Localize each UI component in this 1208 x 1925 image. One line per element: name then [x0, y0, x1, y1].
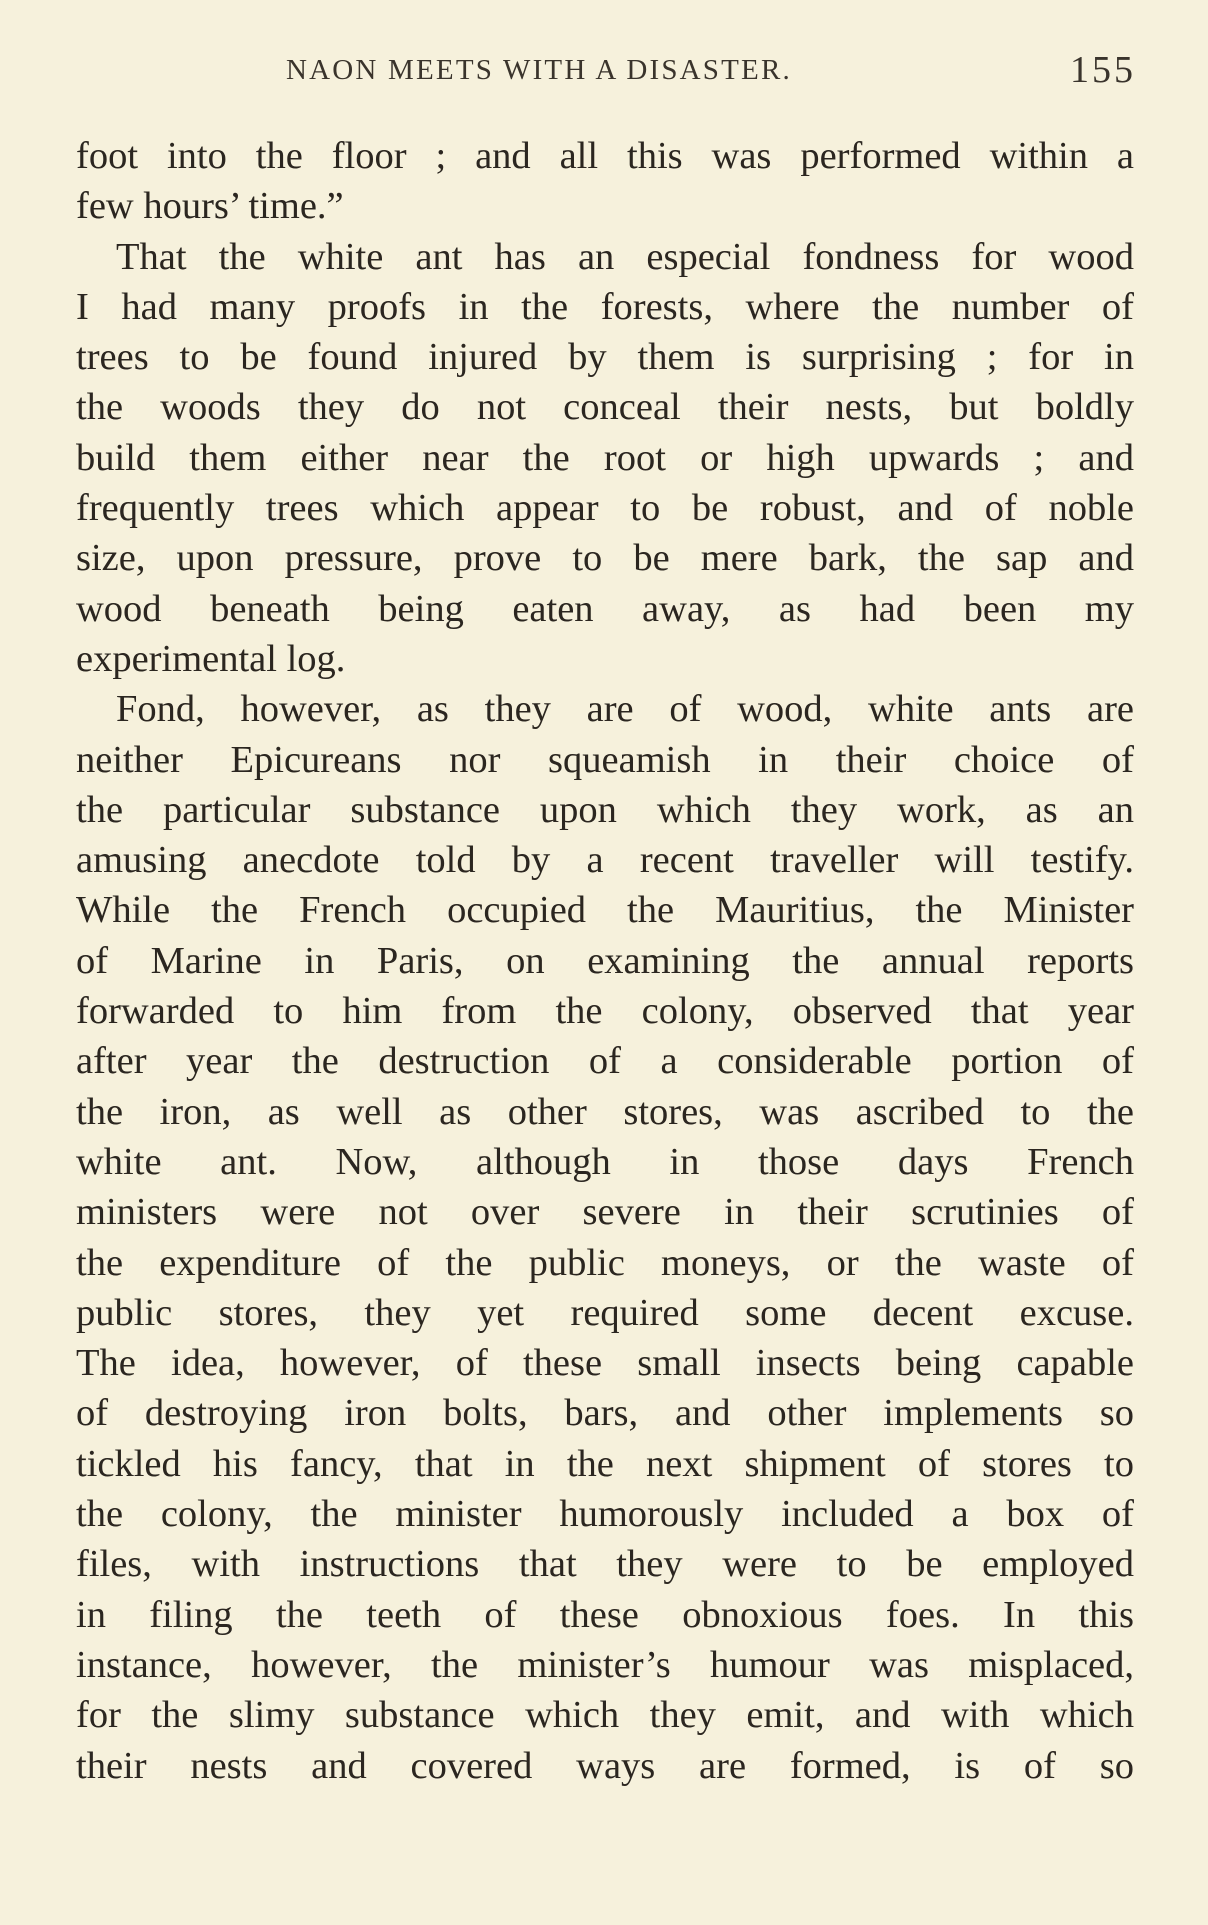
- text-line: size, upon pressure, prove to be mere bark, the sap and: [76, 537, 1134, 580]
- text-line: the woods they do not conceal their nests, but boldly: [76, 386, 1134, 429]
- body-text: [76, 131, 1134, 1791]
- text-line: experimental log.: [76, 637, 346, 680]
- text-line: amusing anecdote told by a recent traveller will testify.: [76, 839, 1134, 882]
- text-line: forwarded to him from the colony, observed that year: [76, 990, 1134, 1033]
- text-line: build them either near the root or high upwards ; and: [76, 436, 1134, 479]
- text-line: after year the destruction of a considerable portion of: [76, 1040, 1134, 1083]
- text-line: the iron, as well as other stores, was ascribed to the: [76, 1090, 1134, 1133]
- text-line: public stores, they yet required some decent excuse.: [76, 1291, 1134, 1334]
- text-line: I had many proofs in the forests, where the number of: [76, 285, 1134, 328]
- page-number: 155: [1070, 49, 1136, 91]
- text-line: tickled his fancy, that in the next shipment of stores to: [76, 1442, 1134, 1485]
- running-head: [76, 48, 1136, 98]
- chapter-title: NAON MEETS WITH A DISASTER.: [286, 54, 792, 86]
- text-line: frequently trees which appear to be robust, and of noble: [76, 487, 1134, 530]
- text-line: the colony, the minister humorously included a box of: [76, 1493, 1134, 1536]
- text-line: neither Epicureans nor squeamish in their choice of: [76, 738, 1134, 781]
- text-line: white ant. Now, although in those days French: [76, 1140, 1134, 1183]
- text-line: The idea, however, of these small insects being capable: [76, 1342, 1134, 1385]
- text-line: in filing the teeth of these obnoxious foes. In this: [76, 1593, 1134, 1636]
- text-line: few hours’ time.”: [76, 185, 344, 228]
- text-line: files, with instructions that they were to be employed: [76, 1543, 1134, 1586]
- text-line: for the slimy substance which they emit, and with which: [76, 1694, 1134, 1737]
- text-line: wood beneath being eaten away, as had been my: [76, 587, 1134, 630]
- text-line: trees to be found injured by them is surprising ; for in: [76, 336, 1134, 379]
- text-line: While the French occupied the Mauritius, the Minister: [76, 889, 1134, 932]
- text-line: their nests and covered ways are formed, is of so: [76, 1744, 1134, 1787]
- text-line: of Marine in Paris, on examining the annual reports: [76, 939, 1134, 982]
- text-line: ministers were not over severe in their scrutinies of: [76, 1191, 1134, 1234]
- text-line: the expenditure of the public moneys, or the waste of: [76, 1241, 1134, 1284]
- text-line: of destroying iron bolts, bars, and other implements so: [76, 1392, 1134, 1435]
- text-line: foot into the floor ; and all this was performed within a: [76, 135, 1134, 177]
- text-line: instance, however, the minister’s humour was misplaced,: [76, 1643, 1134, 1686]
- paragraph-first-line: That the white ant has an especial fondness for wood: [116, 235, 1134, 278]
- text-line: the particular substance upon which they work, as an: [76, 788, 1134, 831]
- paragraph-first-line: Fond, however, as they are of wood, white ants are: [116, 688, 1134, 731]
